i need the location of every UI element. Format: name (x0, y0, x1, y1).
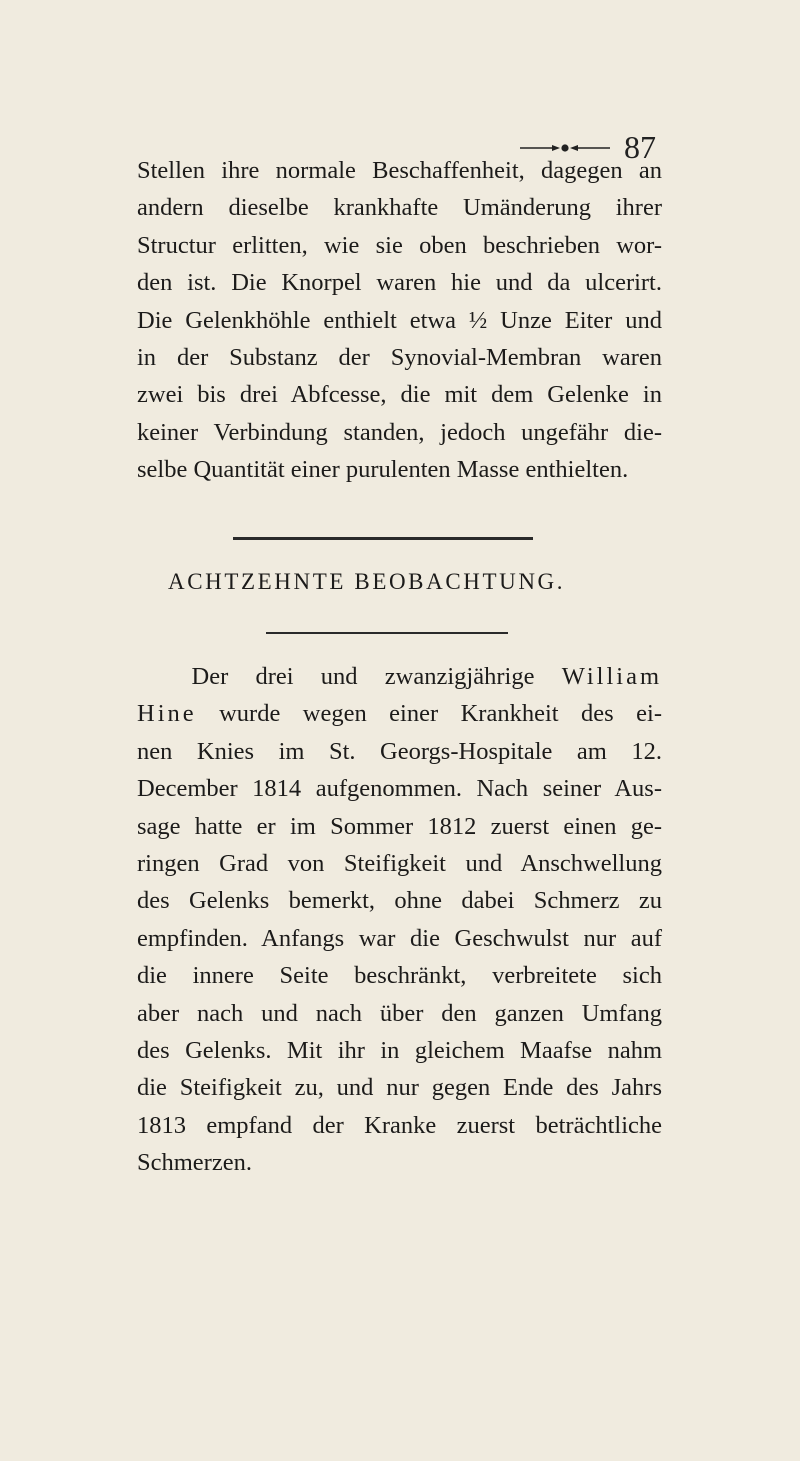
person-name: Hine (137, 700, 197, 728)
paragraph-observation (137, 658, 662, 1182)
text-line: Stellen ihre normale Beschaffenheit, dagegen an (137, 157, 662, 184)
text-line: die Steifigkeit zu, und nur gegen Ende des Jahrs (137, 1074, 662, 1102)
text-line: andern dieselbe krankhafte Umänderung ihrer (137, 194, 662, 222)
person-name: William (561, 663, 663, 690)
text-line (137, 658, 662, 695)
text-line: Schmerzen. (137, 1149, 252, 1177)
ornament-icon (520, 144, 610, 152)
text-line: sage hatte er im Sommer 1812 zuerst einen ge- (137, 812, 662, 840)
text-line: des Gelenks bemerkt, ohne dabei Schmerz zu (137, 887, 662, 915)
text-line: Structur erlitten, wie sie oben beschrieben wor- (137, 231, 662, 259)
text-line: empfinden. Anfangs war die Geschwulst nur auf (137, 924, 662, 952)
text-line (137, 695, 662, 732)
text-line: in der Substanz der Synovial-Membran waren (137, 344, 662, 372)
text-line: den ist. Die Knorpel waren hie und da ulcerirt. (137, 269, 662, 297)
text-line: 1813 empfand der Kranke zuerst beträchtliche (137, 1111, 662, 1139)
section-rule-top (233, 537, 533, 540)
page-number: 87 (624, 129, 656, 165)
paragraph-continued (137, 152, 662, 489)
section-rule-bottom (266, 632, 508, 634)
text-line: aber nach und nach über den ganzen Umfang (137, 999, 662, 1027)
text-line: ringen Grad von Steifigkeit und Anschwellung (137, 850, 662, 878)
text-line: keiner Verbindung standen, jedoch ungefähr die- (137, 418, 662, 446)
text-line: die innere Seite beschränkt, verbreitete sich (137, 962, 662, 990)
text-line: zwei bis drei Abfcesse, die mit dem Gelenke in (137, 381, 662, 409)
text-line: Die Gelenkhöhle enthielt etwa ½ Unze Eiter und (137, 306, 662, 334)
section-title: ACHTZEHNTE BEOBACHTUNG. (168, 569, 566, 594)
text-segment: wurde wegen einer Krankheit des ei- (219, 700, 662, 728)
text-line: nen Knies im St. Georgs-Hospitale am 12. (137, 737, 662, 765)
text-line: des Gelenks. Mit ihr in gleichem Maafse nahm (137, 1037, 662, 1065)
text-line: December 1814 aufgenommen. Nach seiner Aus- (137, 775, 662, 803)
text-line: selbe Quantität einer purulenten Masse enthielten. (137, 456, 629, 484)
text-segment: Der drei und zwanzigjährige (191, 663, 535, 690)
